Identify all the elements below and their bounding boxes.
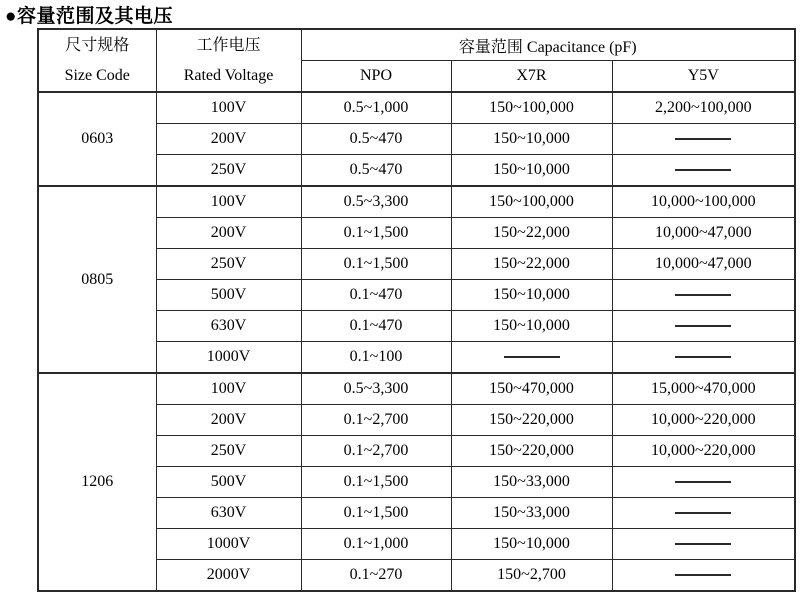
capacitance-range-table: [37, 28, 796, 592]
voltage-cell: 630V: [156, 311, 301, 342]
npo-cell: 0.1~1,500: [301, 498, 451, 529]
x7r-cell: 150~33,000: [451, 467, 612, 498]
npo-cell: 0.1~270: [301, 560, 451, 592]
size-code-cell: 1206: [38, 373, 156, 591]
y5v-cell: 10,000~47,000: [612, 218, 795, 249]
x7r-cell: [451, 342, 612, 374]
x7r-cell: 150~22,000: [451, 218, 612, 249]
voltage-cell: 100V: [156, 373, 301, 405]
no-value-dash: [675, 512, 731, 514]
page-title: ●容量范围及其电压: [5, 6, 173, 27]
y5v-cell: 10,000~47,000: [612, 249, 795, 280]
y5v-cell: [612, 467, 795, 498]
header-size-code: [38, 29, 156, 92]
table-row: [38, 373, 795, 405]
no-value-dash: [675, 169, 731, 171]
voltage-cell: 250V: [156, 436, 301, 467]
npo-cell: 0.1~2,700: [301, 405, 451, 436]
x7r-cell: 150~100,000: [451, 92, 612, 124]
voltage-cell: 1000V: [156, 529, 301, 560]
y5v-cell: [612, 124, 795, 155]
header-rated-voltage-en: Rated Voltage: [183, 66, 274, 84]
header-size-code-en: Size Code: [64, 66, 130, 84]
voltage-cell: 2000V: [156, 560, 301, 592]
y5v-cell: [612, 311, 795, 342]
npo-cell: 0.5~3,300: [301, 373, 451, 405]
voltage-cell: 250V: [156, 155, 301, 187]
y5v-cell: [612, 560, 795, 592]
size-code-cell: 0805: [38, 186, 156, 373]
table-row: [38, 186, 795, 218]
npo-cell: 0.5~470: [301, 155, 451, 187]
voltage-cell: 630V: [156, 498, 301, 529]
no-value-dash: [675, 325, 731, 327]
voltage-cell: 500V: [156, 280, 301, 311]
size-code-cell: 0603: [38, 92, 156, 186]
npo-cell: 0.5~1,000: [301, 92, 451, 124]
npo-cell: 0.1~470: [301, 311, 451, 342]
y5v-cell: [612, 342, 795, 374]
y5v-cell: [612, 280, 795, 311]
no-value-dash: [504, 356, 560, 358]
header-col-npo: NPO: [301, 61, 451, 93]
npo-cell: 0.5~3,300: [301, 186, 451, 218]
voltage-cell: 500V: [156, 467, 301, 498]
y5v-cell: 10,000~220,000: [612, 436, 795, 467]
x7r-cell: 150~10,000: [451, 529, 612, 560]
x7r-cell: 150~22,000: [451, 249, 612, 280]
header-rated-voltage: [156, 29, 301, 92]
y5v-cell: [612, 498, 795, 529]
no-value-dash: [675, 294, 731, 296]
x7r-cell: 150~10,000: [451, 280, 612, 311]
x7r-cell: 150~100,000: [451, 186, 612, 218]
table-body: [38, 92, 795, 591]
npo-cell: 0.1~100: [301, 342, 451, 374]
table-row: [38, 92, 795, 124]
x7r-cell: 150~470,000: [451, 373, 612, 405]
y5v-cell: 10,000~100,000: [612, 186, 795, 218]
y5v-cell: 15,000~470,000: [612, 373, 795, 405]
x7r-cell: 150~2,700: [451, 560, 612, 592]
npo-cell: 0.1~1,500: [301, 467, 451, 498]
npo-cell: 0.1~1,500: [301, 249, 451, 280]
x7r-cell: 150~10,000: [451, 124, 612, 155]
x7r-cell: 150~10,000: [451, 311, 612, 342]
table-header: [38, 29, 795, 92]
voltage-cell: 100V: [156, 92, 301, 124]
npo-cell: 0.1~1,000: [301, 529, 451, 560]
no-value-dash: [675, 481, 731, 483]
y5v-cell: [612, 529, 795, 560]
x7r-cell: 150~220,000: [451, 436, 612, 467]
npo-cell: 0.5~470: [301, 124, 451, 155]
voltage-cell: 200V: [156, 124, 301, 155]
no-value-dash: [675, 356, 731, 358]
no-value-dash: [675, 574, 731, 576]
no-value-dash: [675, 138, 731, 140]
x7r-cell: 150~220,000: [451, 405, 612, 436]
header-size-code-zh: 尺寸规格: [65, 36, 130, 54]
y5v-cell: 10,000~220,000: [612, 405, 795, 436]
no-value-dash: [675, 543, 731, 545]
voltage-cell: 100V: [156, 186, 301, 218]
y5v-cell: 2,200~100,000: [612, 92, 795, 124]
x7r-cell: 150~10,000: [451, 155, 612, 187]
voltage-cell: 200V: [156, 218, 301, 249]
npo-cell: 0.1~470: [301, 280, 451, 311]
voltage-cell: 1000V: [156, 342, 301, 374]
header-rated-voltage-zh: 工作电压: [196, 36, 261, 54]
voltage-cell: 200V: [156, 405, 301, 436]
npo-cell: 0.1~2,700: [301, 436, 451, 467]
header-col-y5v: Y5V: [612, 61, 795, 93]
voltage-cell: 250V: [156, 249, 301, 280]
npo-cell: 0.1~1,500: [301, 218, 451, 249]
header-capacitance-span: 容量范围 Capacitance (pF): [301, 29, 795, 61]
x7r-cell: 150~33,000: [451, 498, 612, 529]
header-col-x7r: X7R: [451, 61, 612, 93]
y5v-cell: [612, 155, 795, 187]
